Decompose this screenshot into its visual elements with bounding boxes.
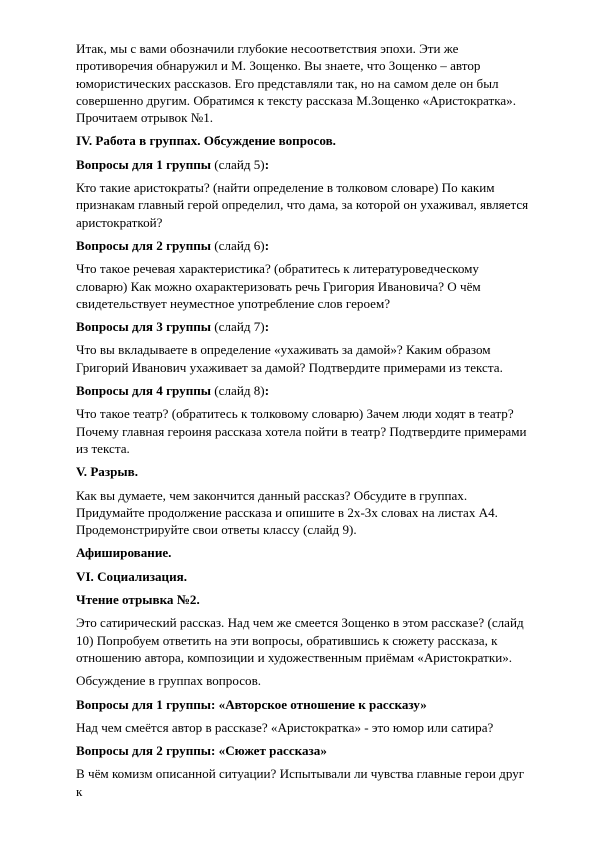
group3-colon: : bbox=[264, 319, 270, 335]
document-body bbox=[76, 40, 531, 806]
group2-colon: : bbox=[264, 237, 270, 253]
group4-slide-ref: (слайд 8) bbox=[211, 383, 265, 399]
reading2-heading: Чтение отрывка №2. bbox=[76, 592, 200, 608]
group3-slide-ref: (слайд 7) bbox=[211, 319, 265, 335]
group2-questions: Что такое речевая характеристика? (обратитесь к литературоведческому словарю) Как можно охарактеризовать речь Григория Ивановича? О чём свидетельствует неуместное употребление слов героем? bbox=[76, 261, 481, 311]
discussion-text: Обсуждение в группах вопросов. bbox=[76, 673, 262, 689]
group3-questions: Что вы вкладываете в определение «ухаживать за дамой»? Каким образом Григорий Иванович ухаживает за дамой? Подтвердите примерами из текста. bbox=[76, 342, 503, 375]
group1-slide-ref: (слайд 5) bbox=[211, 156, 265, 172]
group1-questions: Кто такие аристократы? (найти определение в толковом словаре) По каким признакам главный герой определил, что дама, за которой он ухаживал, является аристократкой? bbox=[76, 180, 529, 230]
intro-paragraph: Итак, мы с вами обозначили глубокие несоответствия эпохи. Эти же противоречия обнаружил и М. Зощенко. Вы знаете, что Зощенко – автор юмористических рассказов. Его представляли так, но на самом деле он был совершенно другим. Обратимся к тексту рассказа М.Зощенко «Аристократка». Прочитаем отрывок №1. bbox=[76, 41, 517, 126]
group1-heading-text: Вопросы для 1 группы bbox=[76, 156, 212, 172]
b-group2-text: В чём комизм описанной ситуации? Испытывали ли чувства главные герои друг к bbox=[76, 766, 525, 799]
group1-colon: : bbox=[264, 156, 270, 172]
group2-slide-ref: (слайд 6) bbox=[211, 237, 265, 253]
section-iv-heading: IV. Работа в группах. Обсуждение вопросов. bbox=[76, 133, 336, 149]
group3-heading-text: Вопросы для 3 группы bbox=[76, 319, 212, 335]
section-vi-heading: VI. Социализация. bbox=[76, 568, 187, 584]
group4-colon: : bbox=[264, 383, 270, 399]
group2-heading-text: Вопросы для 2 группы bbox=[76, 237, 212, 253]
b-group1-heading: Вопросы для 1 группы: «Авторское отношение к рассказу» bbox=[76, 696, 427, 712]
affiche-heading: Афиширование. bbox=[76, 545, 172, 561]
group3-heading bbox=[76, 318, 531, 335]
group1-heading bbox=[76, 156, 531, 173]
b-group1-text: Над чем смеётся автор в рассказе? «Аристократка» - это юмор или сатира? bbox=[76, 719, 494, 735]
group4-questions: Что такое театр? (обратитесь к толковому словарю) Зачем люди ходят в театр? Почему главная героиня рассказа хотела пойти в театр? Подтвердите примерами из текста. bbox=[76, 406, 527, 456]
group4-heading-text: Вопросы для 4 группы bbox=[76, 383, 212, 399]
section-v-heading: V. Разрыв. bbox=[76, 464, 138, 480]
reading2-text: Это сатирический рассказ. Над чем же смеется Зощенко в этом рассказе? (слайд 10) Попробуем ответить на эти вопросы, обратившись к сюжету рассказа, к отношению автора, композиции и художественным приёмам «Аристократки». bbox=[76, 615, 524, 665]
group2-heading bbox=[76, 237, 531, 254]
section-v-text: Как вы думаете, чем закончится данный рассказ? Обсудите в группах. Придумайте продолжение рассказа и опишите в 2х-3х словах на листах А4. Продемонстрируйте свои ответы классу (слайд 9). bbox=[76, 487, 498, 538]
group4-heading bbox=[76, 382, 531, 399]
b-group2-heading: Вопросы для 2 группы: «Сюжет рассказа» bbox=[76, 743, 327, 759]
